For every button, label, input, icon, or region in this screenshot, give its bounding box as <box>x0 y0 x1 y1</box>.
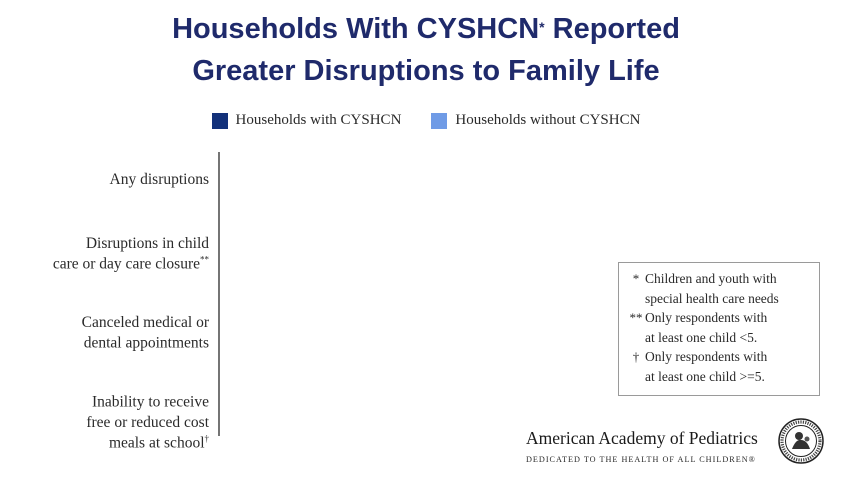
legend-label-non-cyshcn: Households without CYSHCN <box>455 112 641 128</box>
category-label: Any disruptions <box>109 171 209 188</box>
chart-title <box>0 8 852 92</box>
org-name: American Academy of Pediatrics <box>526 428 758 448</box>
aap-seal-logo <box>778 418 824 464</box>
footnote-3: † Only respondents with at least one child >=5. <box>632 349 768 384</box>
footnote-1: * Children and youth with special health care needs <box>632 271 779 306</box>
category-label: care or day care closure** <box>52 254 209 273</box>
category-label: dental appointments <box>83 334 209 352</box>
legend-item-non-cyshcn <box>431 112 640 129</box>
legend-item-cyshcn <box>212 112 402 129</box>
org-tagline: DEDICATED TO THE HEALTH OF ALL CHILDREN® <box>526 455 756 464</box>
category-labels <box>53 171 210 452</box>
category-label: free or reduced cost <box>86 414 209 431</box>
legend-swatch-cyshcn <box>212 113 228 129</box>
legend-swatch-non-cyshcn <box>431 113 447 129</box>
footnote-box <box>618 262 820 396</box>
title-footnote-mark: * <box>539 19 545 35</box>
category-label: meals at school† <box>108 433 209 452</box>
category-label: Disruptions in child <box>85 234 209 252</box>
category-label: Canceled medical or <box>81 313 209 331</box>
footnote-2: ** Only respondents with at least one child <5. <box>629 310 768 345</box>
title-line-1: Households With CYSHCN* Reported <box>172 13 680 45</box>
legend-label-cyshcn: Households with CYSHCN <box>235 112 402 128</box>
title-line-2: Greater Disruptions to Family Life <box>192 55 660 87</box>
category-label: Inability to receive <box>91 393 209 411</box>
legend <box>0 112 852 129</box>
